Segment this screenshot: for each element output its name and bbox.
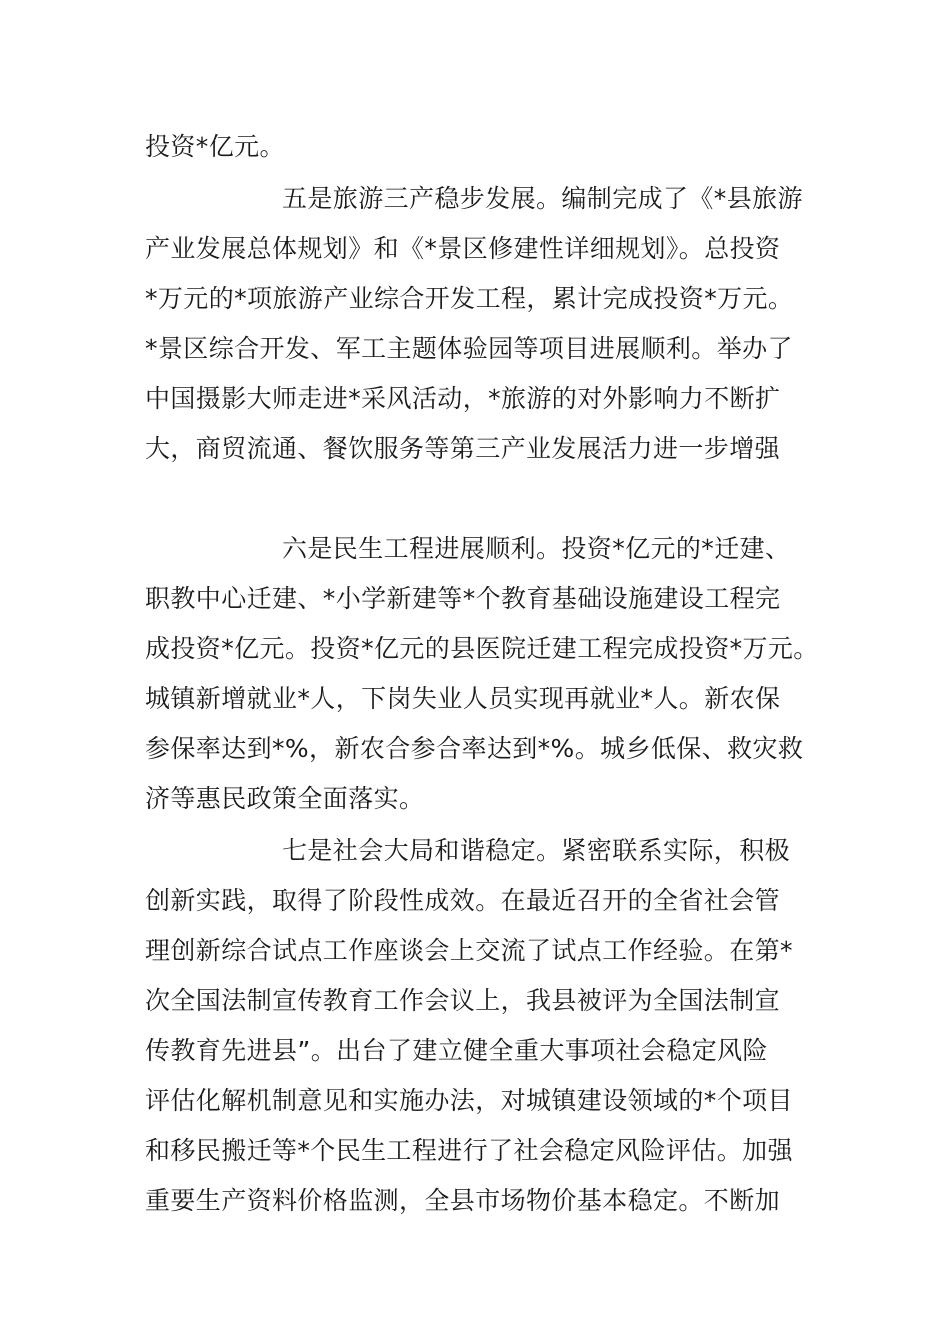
text-line: 投资*亿元。 [145,132,285,161]
text-line: 创新实践，取得了阶段性成效。在最近召开的全省社会管 [145,886,781,915]
text-line: 产业发展总体规划》和《*景区修建性详细规划》。总投资 [145,234,781,263]
text-line: 成投资*亿元。投资*亿元的县医院迁建工程完成投资*万元。 [145,634,819,663]
text-line: 大，商贸流通、餐饮服务等第三产业发展活力进一步增强 [145,434,781,463]
paragraph-heading-five: 五是旅游三产稳步发展。编制完成了《*县旅游 [282,184,803,213]
paragraph-heading-seven: 七是社会大局和谐稳定。紧密联系实际，积极 [282,836,791,865]
text-line: 职教中心迁建、*小学新建等*个教育基础设施建设工程完 [145,584,781,613]
text-line: 理创新综合试点工作座谈会上交流了试点工作经验。在第* [145,936,793,965]
text-line: 济等惠民政策全面落实。 [145,784,425,813]
text-line: 参保率达到*%，新农合参合率达到*%。城乡低保、救灾救 [145,734,804,763]
text-line: 传教育先进县”。出台了建立健全重大事项社会稳定风险 [145,1036,768,1065]
text-line: 中国摄影大师走进*采风活动，*旅游的对外影响力不断扩 [145,384,781,413]
text-line: 评估化解机制意见和实施办法，对城镇建设领域的*个项目 [145,1086,793,1115]
text-line: 城镇新增就业*人，下岗失业人员实现再就业*人。新农保 [145,684,781,713]
text-line: 次全国法制宣传教育工作会议上，我县被评为全国法制宣 [145,986,781,1015]
text-line: *景区综合开发、军工主题体验园等项目进展顺利。举办了 [145,334,793,363]
text-line: *万元的*项旅游产业综合开发工程，累计完成投资*万元。 [145,284,794,313]
text-line: 重要生产资料价格监测，全县市场物价基本稳定。不断加 [145,1186,781,1215]
paragraph-heading-six: 六是民生工程进展顺利。投资*亿元的*迁建、 [282,534,791,563]
text-line: 和移民搬迁等*个民生工程进行了社会稳定风险评估。加强 [145,1136,793,1165]
